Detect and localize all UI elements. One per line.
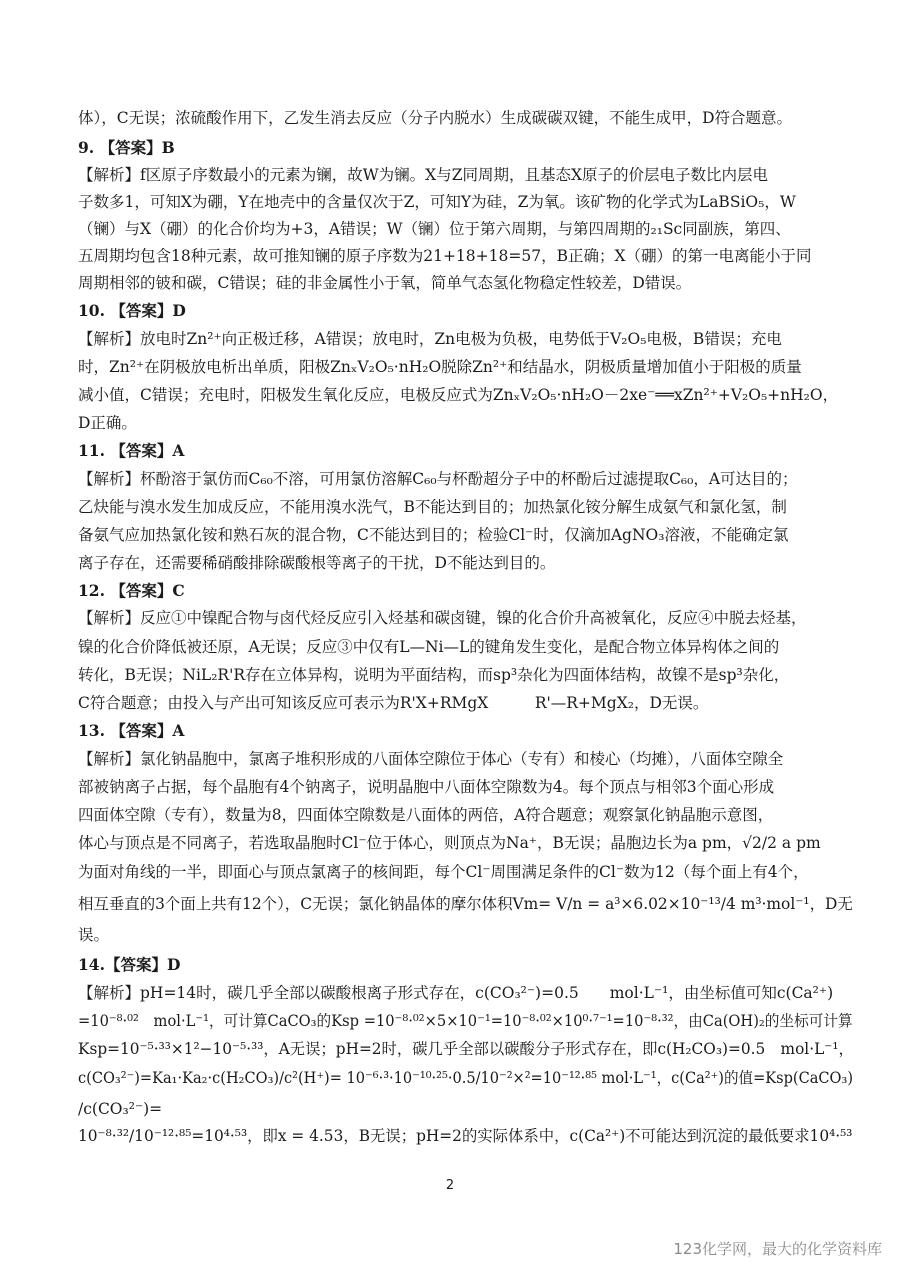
- text-line: /c(CO₃²⁻)=: [78, 1100, 163, 1118]
- text-line: 【解析】放电时Zn²⁺向正极迁移，A错误；放电时，Zn电极为负极，电势低于V₂O₅电极，B错误；充电: [78, 330, 782, 348]
- text-line: （镧）与X（硼）的化合价均为+3，A错误；W（镧）位于第六周期，与第四周期的₂₁Sc同副族，第四、: [78, 220, 791, 238]
- text-line: 周期相邻的铍和碳，C错误；硅的非金属性小于氧，简单气态氢化物稳定性较差，D错误。: [78, 274, 692, 292]
- answer-heading-9: 9. 【答案】B: [78, 138, 175, 157]
- text-line: c(CO₃²⁻)=Ka₁·Ka₂·c(H₂CO₃)/c²(H⁺)= 10⁻⁶·³·10⁻¹⁰·²⁵·0.5/10⁻²×²=10⁻¹²·⁸⁵ mol·L⁻¹，c(Ca²⁺)的值=Ksp(CaCO₃): [78, 1069, 854, 1087]
- text-line: 【解析】杯酚溶于氯仿而C₆₀不溶，可用氯仿溶解C₆₀与杯酚超分子中的杯酚后过滤提取C₆₀，A可达目的；: [78, 470, 798, 488]
- text-line: 乙炔能与溴水发生加成反应，不能用溴水洗气，B不能达到目的；加热氯化铵分解生成氨气和氯化氢，制: [78, 498, 787, 516]
- text-line: 相互垂直的3个面上共有12个），C无误；氯化钠晶体的摩尔体积Vm= V/n = a³×6.02×10⁻¹³/4 m³·mol⁻¹，D无: [78, 895, 853, 913]
- text-line: 10⁻⁸·³²/10⁻¹²·⁸⁵=10⁴·⁵³，即x = 4.53，B无误；pH=2的实际体系中，c(Ca²⁺)不可能达到沉淀的最低要求10⁴·⁵³: [78, 1127, 853, 1145]
- text-line: 四面体空隙（专有），数量为8，四面体空隙数是八面体的两倍，A符合题意；观察氯化钠晶胞示意图，: [78, 806, 774, 824]
- page-number: 2: [445, 1178, 455, 1193]
- text-line: 体心与顶点是不同离子，若选取晶胞时Cl⁻位于体心，则顶点为Na⁺，B无误；晶胞边长为a pm，√2/2 a pm: [78, 834, 821, 852]
- text-line: 备氨气应加热氯化铵和熟石灰的混合物，C不能达到目的；检验Cl⁻时，仅滴加AgNO₃溶液，不能确定氯: [78, 526, 789, 544]
- text-line: 【解析】氯化钠晶胞中，氯离子堆积形成的八面体空隙位于体心（专有）和棱心（均摊），八面体空隙全: [78, 750, 784, 768]
- text-line: 离子存在，还需要稀硝酸排除碳酸根等离子的干扰，D不能达到目的。: [78, 554, 556, 572]
- text-line: 为面对角线的一半，即面心与顶点氯离子的核间距，每个Cl⁻周围满足条件的Cl⁻数为12（每个面上有4个，: [78, 863, 809, 881]
- text-line: 五周期均包含18种元素，故可推知镧的原子序数为21+18+18=57，B正确；X（硼）的第一电离能小于同: [78, 247, 812, 265]
- text-line: 时，Zn²⁺在阴极放电析出单质，阳极ZnₓV₂O₅·nH₂O脱除Zn²⁺和结晶水，阴极质量增加值小于阳极的质量: [78, 358, 802, 376]
- text-line: Ksp=10⁻⁵·³³×1²−10⁻⁵·³³，A无误；pH=2时，碳几乎全部以碳酸分子形式存在，即c(H₂CO₃)=0.5 mol·L⁻¹，: [78, 1040, 854, 1058]
- answer-heading-10: 10. 【答案】D: [78, 301, 186, 320]
- text-line: 部被钠离子占据，每个晶胞有4个钠离子，说明晶胞中八面体空隙数为4。每个顶点与相邻3个面心形成: [78, 778, 775, 796]
- text-line: 【解析】f区原子序数最小的元素为镧，故W为镧。X与Z同周期，且基态X原子的价层电子数比内层电: [78, 166, 769, 184]
- text-line: D正确。: [78, 414, 137, 432]
- text-line: 镍的化合价降低被还原，A无误；反应③中仅有L—Ni—L的键角发生变化，是配合物立体异构体之间的: [78, 638, 780, 656]
- text-line: 子数多1，可知X为硼，Y在地壳中的含量仅次于Z，可知Y为硅，Z为氧。该矿物的化学式为LaBSiO₅，W: [78, 193, 796, 211]
- answer-heading-14: 14.【答案】D: [78, 955, 181, 974]
- answer-heading-13: 13. 【答案】A: [78, 721, 185, 740]
- answer-heading-12: 12. 【答案】C: [78, 581, 185, 600]
- text-line: C符合题意；由投入与产出可知该反应可表示为R'X+RMgX R'—R+MgX₂，D无误。: [78, 694, 709, 712]
- text-line: 【解析】反应①中镍配合物与卤代烃反应引入烃基和碳卤键，镍的化合价升高被氧化，反应④中脱去烃基，: [78, 609, 807, 627]
- text-line: 减小值，C错误；充电时，阳极发生氧化反应，电极反应式为ZnₓV₂O₅·nH₂O－2xe⁻══xZn²⁺+V₂O₅+nH₂O，: [78, 386, 839, 404]
- text-line: 体），C无误；浓硫酸作用下，乙发生消去反应（分子内脱水）生成碳碳双键，不能生成甲，D符合题意。: [78, 109, 793, 127]
- text-line: 【解析】pH=14时，碳几乎全部以碳酸根离子形式存在，c(CO₃²⁻)=0.5 mol·L⁻¹，由坐标值可知c(Ca²⁺): [78, 984, 834, 1002]
- text-line: 转化，B无误；NiL₂R'R存在立体异构，说明为平面结构，而sp³杂化为四面体结构，故镍不是sp³杂化，: [78, 666, 790, 684]
- footer-watermark: 123化学网，最大的化学资料库: [673, 1240, 882, 1258]
- answer-heading-11: 11. 【答案】A: [78, 441, 185, 460]
- text-line: =10⁻⁸·⁰² mol·L⁻¹，可计算CaCO₃的Ksp =10⁻⁸·⁰²×5×10⁻¹=10⁻⁸·⁰²×10⁰·⁷⁻¹=10⁻⁸·³²，由Ca(OH)₂的坐标可计算: [78, 1012, 853, 1030]
- text-line: 误。: [78, 926, 110, 944]
